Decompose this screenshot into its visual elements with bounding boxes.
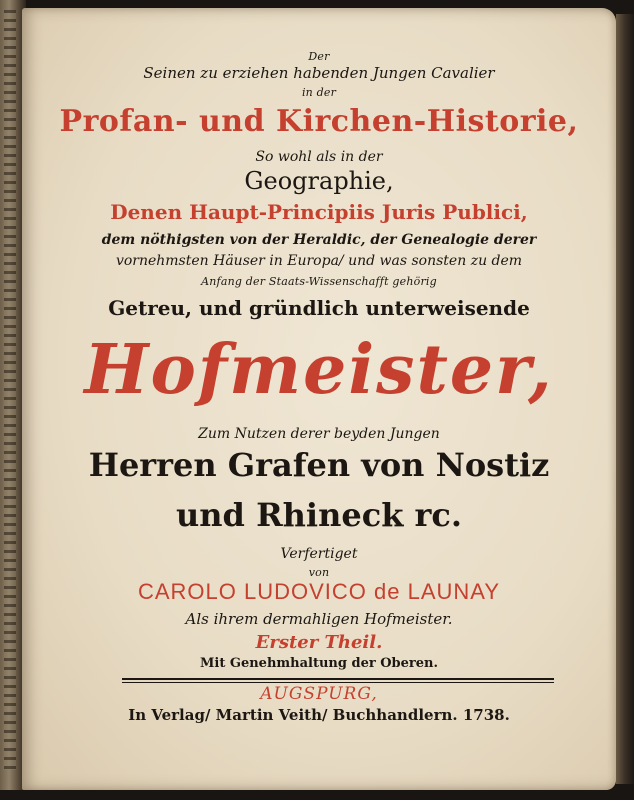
text-principiis: Denen Haupt-Principiis Juris Publici,	[110, 200, 528, 224]
text-verlag: In Verlag/ Martin Veith/ Buchhandlern. 1738.	[128, 706, 510, 724]
text-augspurg: AUGSPURG,	[260, 684, 378, 704]
text-heraldic: dem nöthigsten von der Heraldic, der Genealogie derer	[101, 232, 537, 248]
text-geographie: Geographie,	[244, 167, 394, 195]
text-grafen: Herren Grafen von Nostiz	[88, 446, 550, 484]
text-genehmhaltung: Mit Genehmhaltung der Oberen.	[199, 656, 439, 671]
text-von: von	[308, 566, 330, 579]
text-unterweisende: Getreu, und gründlich unterweisende	[108, 296, 530, 320]
text-als-ihrem: Als ihrem dermahligen Hofmeister.	[185, 610, 453, 628]
text-verfertiget: Verfertiget	[280, 546, 358, 562]
text-in-der: in der	[301, 86, 337, 99]
book-edge	[616, 14, 634, 784]
text-so-wohl: So wohl als in der	[255, 149, 383, 165]
rule-top	[122, 678, 554, 680]
text-rhineck: und Rhineck rc.	[176, 496, 462, 534]
rule-top-thin	[122, 682, 554, 683]
text-der: Der	[308, 50, 330, 63]
text-historie: Profan- und Kirchen-Historie,	[59, 104, 579, 139]
text-erster-theil: Erster Theil.	[255, 632, 383, 653]
text-staats: Anfang der Staats-Wissenschafft gehörig	[201, 275, 437, 288]
text-author: CAROLO LUDOVICO de LAUNAY	[137, 579, 501, 604]
text-zum-nutzen: Zum Nutzen derer beyden Jungen	[198, 426, 440, 442]
text-hofmeister: Hofmeister,	[84, 330, 554, 410]
title-page	[22, 8, 616, 790]
text-europa: vornehmsten Häuser in Europa/ und was sonsten zu dem	[115, 253, 523, 269]
text-cavalier: Seinen zu erziehen habenden Jungen Cavalier	[143, 64, 495, 82]
